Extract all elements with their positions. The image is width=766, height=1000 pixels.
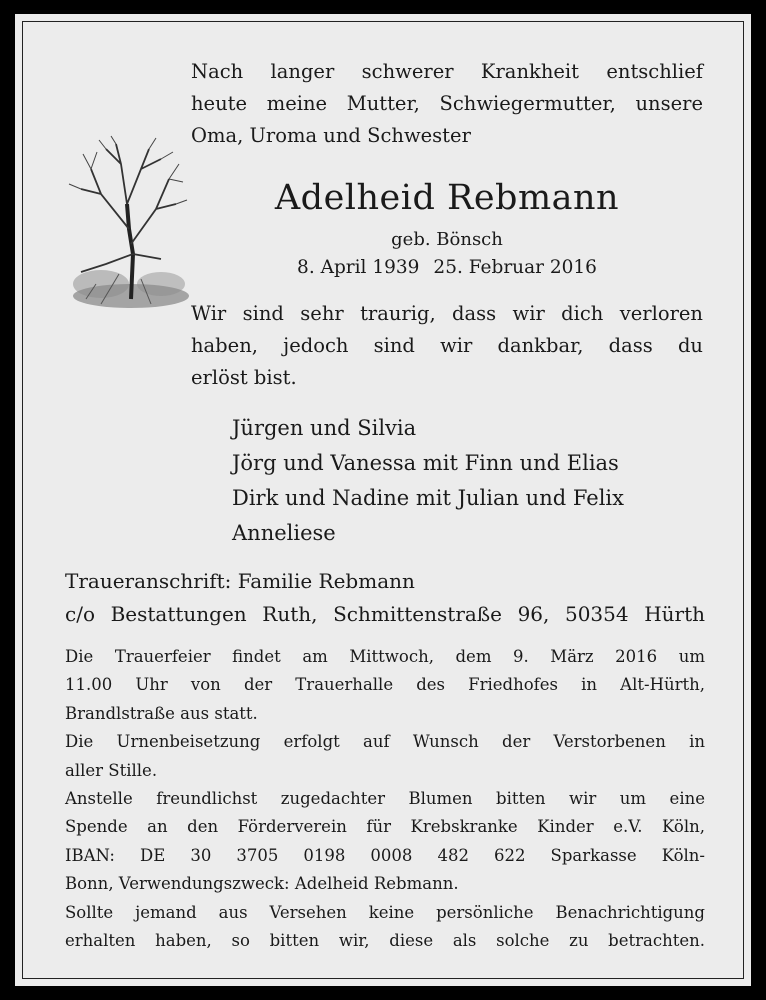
family-member: Dirk und Nadine mit Julian und Felix	[232, 486, 624, 510]
details-line: Sollte jemand aus Versehen keine persönliche Benachrichtigung	[65, 902, 705, 922]
birth-name: geb. Bönsch	[391, 229, 503, 250]
details-line: aller Stille.	[65, 760, 158, 780]
birth-date: 8. April 1939	[297, 257, 420, 278]
ceremony-details	[65, 643, 705, 955]
address-line: Traueranschrift: Familie Rebmann	[65, 569, 415, 593]
details-line: Die Trauerfeier findet am Mittwoch, dem 9. März 2016 um	[65, 647, 705, 666]
family-list	[232, 411, 712, 551]
obituary-card	[15, 14, 751, 986]
intro-text	[191, 56, 703, 152]
message-line: erlöst bist.	[191, 366, 297, 389]
family-member: Jörg und Vanessa mit Finn und Elias	[232, 451, 619, 475]
deceased-name: Adelheid Rebmann	[274, 178, 620, 218]
details-line: Anstelle freundlichst zugedachter Blumen bitten wir um eine	[65, 788, 705, 808]
details-line: Die Urnenbeisetzung erfolgt auf Wunsch der Verstorbenen in	[65, 732, 705, 752]
intro-line: heute meine Mutter, Schwiegermutter, unsere	[191, 92, 703, 115]
intro-line: Nach langer schwerer Krankheit entschlief	[191, 60, 703, 83]
intro-line: Oma, Uroma und Schwester	[191, 124, 471, 147]
message-text	[191, 298, 703, 394]
life-dates	[191, 254, 703, 282]
details-line: Spende an den Förderverein für Krebskranke Kinder e.V. Köln,	[65, 817, 705, 837]
details-line: erhalten haben, so bitten wir, diese als solche zu betrachten.	[65, 930, 705, 950]
tree-icon	[61, 134, 191, 314]
mourning-address	[65, 565, 705, 631]
details-line: Bonn, Verwendungszweck: Adelheid Rebmann.	[65, 874, 459, 894]
details-line: 11.00 Uhr von der Trauerhalle des Friedhofes in Alt-Hürth,	[65, 675, 705, 695]
details-line: Brandlstraße aus statt.	[65, 703, 258, 723]
family-member: Jürgen und Silvia	[232, 416, 417, 440]
message-line: haben, jedoch sind wir dankbar, dass du	[191, 334, 703, 357]
death-date: 25. Februar 2016	[433, 257, 597, 278]
family-member: Anneliese	[232, 521, 336, 545]
details-line: IBAN: DE 30 3705 0198 0008 482 622 Sparkasse Köln-	[65, 845, 705, 865]
message-line: Wir sind sehr traurig, dass wir dich verloren	[191, 302, 703, 325]
address-line: c/o Bestattungen Ruth, Schmittenstraße 96, 50354 Hürth	[65, 602, 705, 626]
